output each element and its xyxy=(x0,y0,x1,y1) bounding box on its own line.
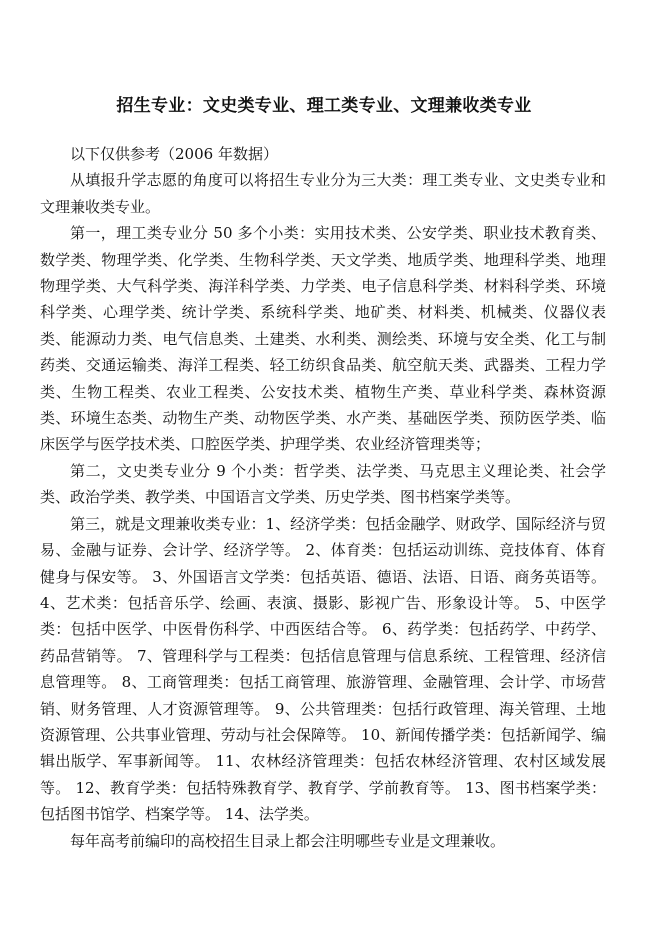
paragraph-science-majors: 第一，理工类专业分 50 多个小类：实用技术类、公安学类、职业技术教育类、数学类、物理学类、化学类、生物科学类、天文学类、地质学类、地理科学类、地理物理学类、大气科学类、海洋科学类、力学类、电子信息科学类、材料科学类、环境科学类、心理学类、统计学类、系统科学类、地矿类、材料类、机械类、仪器仪表类、能源动力类、电气信息类、土建类、水利类、测绘类、环境与安全类、化工与制药类、交通运输类、海洋工程类、轻工纺织食品类、航空航天类、武器类、工程力学类、生物工程类、农业工程类、公安技术类、植物生产类、草业科学类、森林资源类、环境生态类、动物生产类、动物医学类、水产类、基础医学类、预防医学类、临床医学与医学技术类、口腔医学类、护理学类、农业经济管理类等； xyxy=(40,224,606,454)
document-body xyxy=(40,141,606,854)
paragraph-both-majors: 第三，就是文理兼收类专业：1、经济学类：包括金融学、财政学、国际经济与贸易、金融与证券、会计学、经济学等。 2、体育类：包括运动训练、竞技体育、体育健身与保安等。 3、外国语言文学类：包括英语、德语、法语、日语、商务英语等。 4、艺术类：包括音乐学、绘画、表演、摄影、影视广告、形象设计等。 5、中医学类：包括中医学、中医骨伤科学、中西医结合等。 6、药学类：包括药学、中药学、药品营销等。 7、管理科学与工程类：包括信息管理与信息系统、工程管理、经济信息管理等。 8、工商管理类：包括工商管理、旅游管理、金融管理、会计学、市场营销、财务管理、人才资源管理等。 9、公共管理类：包括行政管理、海关管理、土地资源管理、公共事业管理、劳动与社会保障等。 10、新闻传播学类：包括新闻学、编辑出版学、军事新闻等。 11、农林经济管理类：包括农林经济管理、农村区域发展等。 12、教育学类：包括特殊教育学、教育学、学前教育等。 13、图书档案学类：包括图书馆学、档案学等。 14、法学类。 xyxy=(40,514,606,824)
paragraph-reference-note: 以下仅供参考（2006 年数据） xyxy=(70,145,278,163)
document-title: 招生专业：文史类专业、理工类专业、文理兼收类专业 xyxy=(116,96,532,116)
paragraph-intro: 从填报升学志愿的角度可以将招生专业分为三大类：理工类专业、文史类专业和文理兼收类专业。 xyxy=(40,171,606,216)
paragraph-arts-majors: 第二，文史类专业分 9 个小类：哲学类、法学类、马克思主义理论类、社会学类、政治学类、教学类、中国语言文学类、历史学类、图书档案学类等。 xyxy=(40,461,606,507)
paragraph-closing-note: 每年高考前编印的高校招生目录上都会注明哪些专业是文理兼收。 xyxy=(70,831,506,850)
